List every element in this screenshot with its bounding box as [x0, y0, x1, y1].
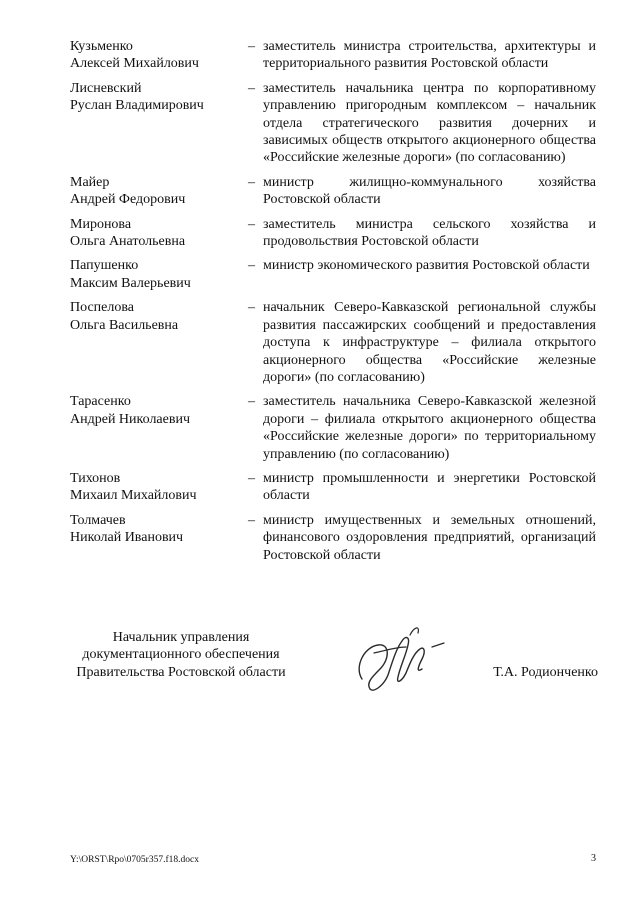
member-name: Лисневский Руслан Владимирович: [70, 80, 204, 114]
member-name: Кузьменко Алексей Михайлович: [70, 39, 199, 72]
member-role: министр экономического развития Ростовской области: [263, 258, 590, 274]
signer-title: Начальник управления документационного обеспечения Правительства Ростовской области: [76, 630, 286, 680]
footer-file-path: Y:\ORST\Rpo\0705r357.f18.docx: [70, 855, 199, 865]
member-row: [70, 393, 596, 463]
member-dash: –: [248, 80, 255, 96]
member-role: заместитель начальника центра по корпоративному управлению пригородным комплексом – начальник отдела стратегического развития дочерних и зависимых обществ открытого акционерного общества «Российские железные дороги» (по согласованию): [263, 80, 596, 166]
member-dash: –: [248, 300, 255, 316]
member-dash: –: [248, 470, 255, 486]
member-name: Тихонов Михаил Михайлович: [70, 470, 197, 504]
member-row: [70, 299, 596, 386]
member-dash: –: [248, 39, 255, 54]
member-dash: –: [248, 394, 255, 410]
member-dash: –: [248, 512, 255, 528]
member-row: [70, 512, 596, 564]
member-dash: –: [248, 258, 255, 274]
members-list: [70, 38, 596, 571]
member-role: начальник Северо-Кавказской региональной службы развития пассажирских сообщений и предоставления доступа к инфраструктуре – филиала открытого акционерного общества «Российские железные дороги» (по согласованию): [263, 300, 596, 385]
member-dash: –: [248, 174, 255, 190]
member-name: Тарасенко Андрей Николаевич: [70, 394, 190, 427]
member-role: министр промышленности и энергетики Ростовской области: [263, 470, 596, 504]
member-name: Майер Андрей Федорович: [70, 174, 186, 208]
member-role: министр имущественных и земельных отношений, финансового оздоровления предприятий, организаций Ростовской области: [263, 512, 596, 563]
signer-name: Т.А. Родионченко: [493, 665, 598, 680]
member-name: Поспелова Ольга Васильевна: [70, 300, 179, 333]
member-row: [70, 174, 596, 209]
handwritten-signature: [344, 617, 454, 697]
member-role: заместитель министра сельского хозяйства и продовольствия Ростовской области: [263, 216, 596, 250]
member-dash: –: [248, 216, 255, 232]
member-row: [70, 216, 596, 251]
signature-block: [64, 629, 598, 699]
member-name: Миронова Ольга Анатольевна: [70, 216, 186, 250]
page-number: 3: [591, 853, 596, 864]
member-row: [70, 38, 596, 73]
member-role: заместитель министра строительства, архитектуры и территориального развития Ростовской области: [263, 39, 596, 72]
member-role: министр жилищно-коммунального хозяйства Ростовской области: [263, 174, 596, 208]
member-role: заместитель начальника Северо-Кавказской железной дороги – филиала открытого акционерного общества «Российские железные дороги» по территориальному управлению (по согласованию): [263, 394, 596, 462]
member-row: [70, 80, 596, 167]
member-name: Папушенко Максим Валерьевич: [70, 258, 191, 291]
member-row: [70, 470, 596, 505]
member-name: Толмачев Николай Иванович: [70, 512, 184, 546]
member-row: [70, 257, 596, 292]
